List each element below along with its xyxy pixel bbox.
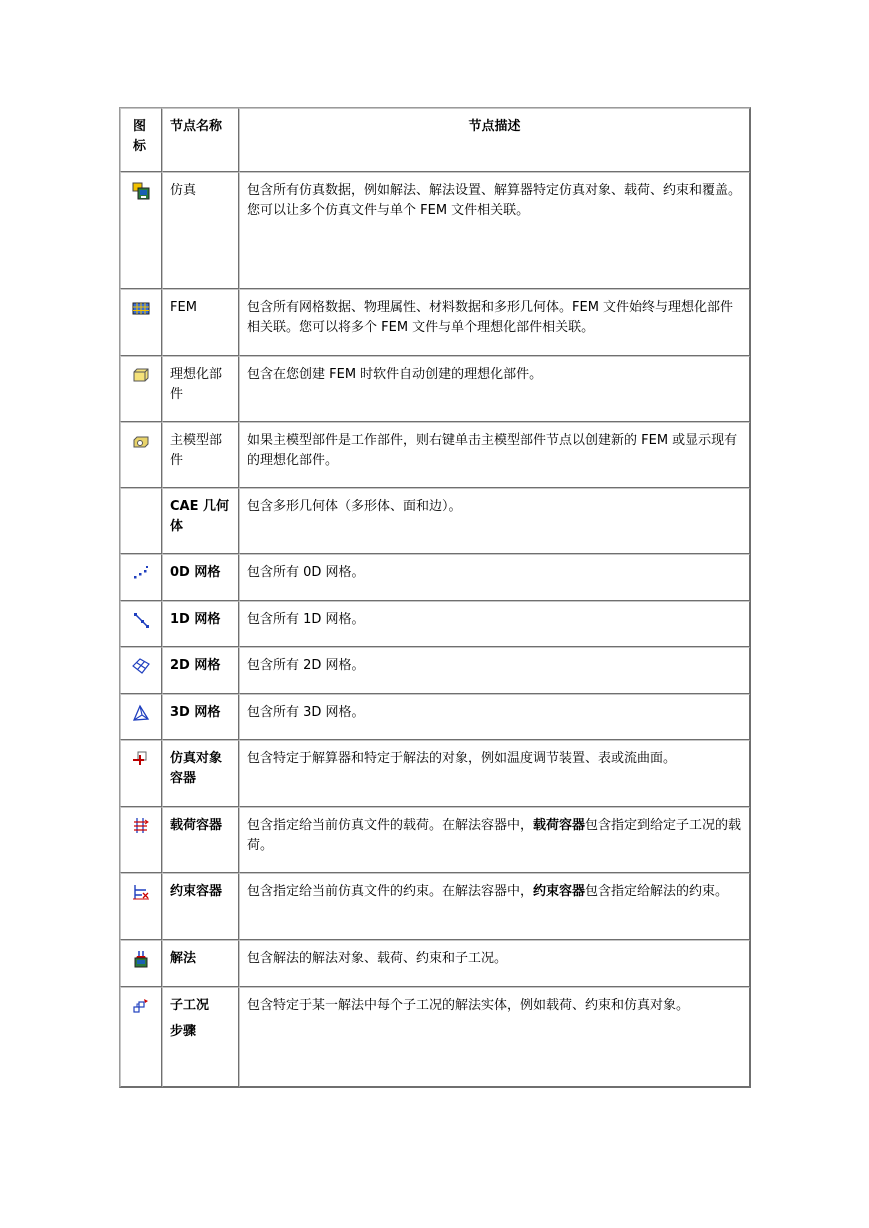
sim-object-container-icon bbox=[131, 749, 151, 769]
header-icon: 图标 bbox=[120, 108, 162, 172]
2d-mesh-icon bbox=[131, 656, 151, 676]
node-name: 约束容器 bbox=[162, 873, 239, 940]
node-name: FEM bbox=[162, 289, 239, 356]
node-desc bbox=[239, 873, 750, 940]
table-row bbox=[120, 289, 750, 356]
solution-icon bbox=[131, 949, 151, 969]
node-name: 仿真 bbox=[162, 172, 239, 289]
node-name: 0D 网格 bbox=[162, 554, 239, 601]
node-desc bbox=[239, 807, 750, 873]
table-row bbox=[120, 647, 750, 694]
node-name: 3D 网格 bbox=[162, 694, 239, 740]
table-row bbox=[120, 807, 750, 873]
desc-text: 包含指定到给定子工况的载荷。 bbox=[247, 818, 742, 853]
node-name: 解法 bbox=[162, 940, 239, 987]
simulation-icon bbox=[131, 181, 151, 201]
subcase-step-icon bbox=[131, 996, 151, 1016]
constraint-container-icon bbox=[131, 882, 151, 902]
node-desc: 包含特定于某一解法中每个子工况的解法实体，例如载荷、约束和仿真对象。 bbox=[239, 987, 750, 1087]
node-name: 载荷容器 bbox=[162, 807, 239, 873]
table-row bbox=[120, 172, 750, 289]
node-desc: 包含特定于解算器和特定于解法的对象，例如温度调节装置、表或流曲面。 bbox=[239, 740, 750, 807]
node-desc: 包含所有 2D 网格。 bbox=[239, 647, 750, 694]
desc-bold-term: 载荷容器 bbox=[533, 818, 586, 833]
node-desc: 包含所有网格数据、物理属性、材料数据和多形几何体。FEM 文件始终与理想化部件相关联。您可以将多个 FEM 文件与单个理想化部件相关联。 bbox=[239, 289, 750, 356]
desc-bold-term: 约束容器 bbox=[533, 884, 586, 899]
header-name: 节点名称 bbox=[162, 108, 239, 172]
fem-icon bbox=[131, 298, 151, 318]
node-desc: 如果主模型部件是工作部件，则右键单击主模型部件节点以创建新的 FEM 或显示现有的理想化部件。 bbox=[239, 422, 750, 488]
table-row bbox=[120, 554, 750, 601]
node-name: 理想化部件 bbox=[162, 356, 239, 422]
0d-mesh-icon bbox=[131, 563, 151, 583]
node-name: 仿真对象容器 bbox=[162, 740, 239, 807]
table-row bbox=[120, 940, 750, 987]
desc-text: 包含指定给当前仿真文件的载荷。在解法容器中， bbox=[247, 818, 534, 833]
desc-text: 包含指定给当前仿真文件的约束。在解法容器中， bbox=[247, 884, 534, 899]
node-name-line2: 步骤 bbox=[170, 1024, 197, 1039]
3d-mesh-icon bbox=[131, 703, 151, 723]
node-desc: 包含所有 1D 网格。 bbox=[239, 601, 750, 647]
node-desc: 包含所有仿真数据，例如解法、解法设置、解算器特定仿真对象、载荷、约束和覆盖。您可以让多个仿真文件与单个 FEM 文件相关联。 bbox=[239, 172, 750, 289]
master-part-icon bbox=[131, 431, 151, 451]
node-desc: 包含解法的解法对象、载荷、约束和子工况。 bbox=[239, 940, 750, 987]
node-desc: 包含所有 0D 网格。 bbox=[239, 554, 750, 601]
table-row bbox=[120, 987, 750, 1087]
node-name: 2D 网格 bbox=[162, 647, 239, 694]
table-row bbox=[120, 873, 750, 940]
node-name-line1: 子工况 bbox=[170, 998, 210, 1013]
node-table bbox=[119, 107, 751, 1088]
node-desc: 包含在您创建 FEM 时软件自动创建的理想化部件。 bbox=[239, 356, 750, 422]
1d-mesh-icon bbox=[131, 610, 151, 630]
header-desc: 节点描述 bbox=[239, 108, 750, 172]
desc-text: 包含指定给解法的约束。 bbox=[585, 884, 729, 899]
table-row bbox=[120, 740, 750, 807]
table-row bbox=[120, 694, 750, 740]
node-name: 1D 网格 bbox=[162, 601, 239, 647]
node-name: 主模型部件 bbox=[162, 422, 239, 488]
header-row bbox=[120, 108, 750, 172]
node-desc: 包含多形几何体（多形体、面和边）。 bbox=[239, 488, 750, 554]
node-desc: 包含所有 3D 网格。 bbox=[239, 694, 750, 740]
load-container-icon bbox=[131, 816, 151, 836]
table-row bbox=[120, 356, 750, 422]
table-row bbox=[120, 601, 750, 647]
idealized-part-icon bbox=[131, 365, 151, 385]
table-row bbox=[120, 488, 750, 554]
table-row bbox=[120, 422, 750, 488]
node-name: CAE 几何体 bbox=[162, 488, 239, 554]
